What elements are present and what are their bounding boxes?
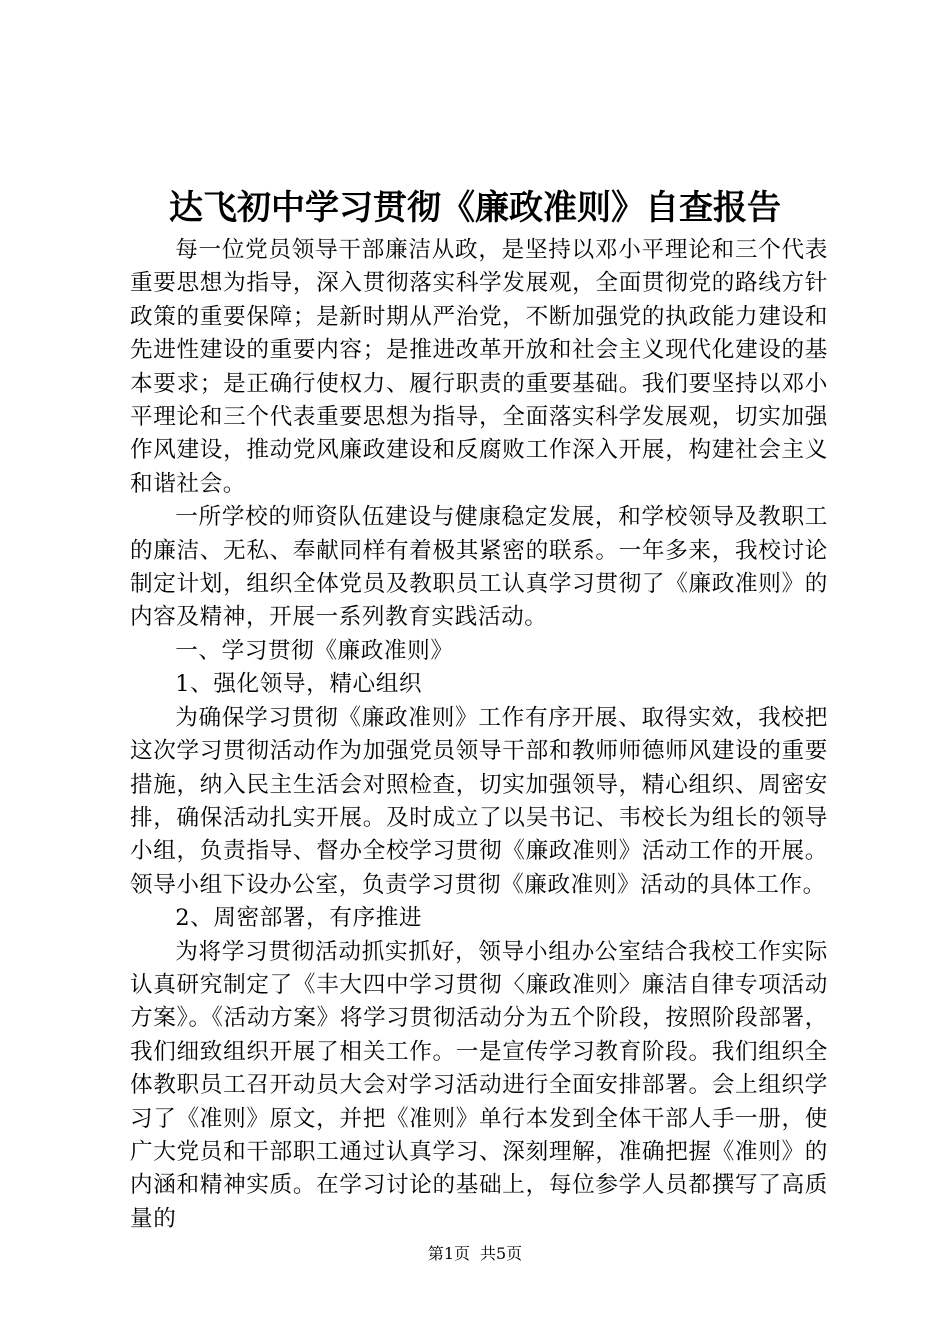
paragraph-deployment: 为将学习贯彻活动抓实抓好，领导小组办公室结合我校工作实际认真研究制定了《丰大四中学习贯彻〈廉政准则〉廉洁自律专项活动方案》。《活动方案》将学习贯彻活动分为五个阶段，按照阶段部署，我们细致组织开展了相关工作。一是宣传学习教育阶段。我们组织全体教职员工召开动员大会对学习活动进行全面安排部署。会上组织学习了《准则》原文，并把《准则》单行本发到全体干部人手一册，使广大党员和干部职工通过认真学习、深刻理解，准确把握《准则》的内涵和精神实质。在学习讨论的基础上，每位参学人员都撰写了高质量的 — [130, 938, 828, 1232]
document-body — [130, 234, 828, 1236]
paragraph-leadership: 为确保学习贯彻《廉政准则》工作有序开展、取得实效，我校把这次学习贯彻活动作为加强党员领导干部和教师师德师风建设的重要措施，纳入民主生活会对照检查，切实加强领导，精心组织、周密安排，确保活动扎实开展。及时成立了以吴书记、韦校长为组长的领导小组，负责指导、督办全校学习贯彻《廉政准则》活动工作的开展。领导小组下设办公室，负责学习贯彻《廉政准则》活动的具体工作。 — [130, 704, 828, 898]
paragraph-school-context: 一所学校的师资队伍建设与健康稳定发展，和学校领导及教职工的廉洁、无私、奉献同样有着极其紧密的联系。一年多来，我校讨论制定计划，组织全体党员及教职员工认真学习贯彻了《廉政准则》的内容及精神，开展一系列教育实践活动。 — [130, 504, 828, 631]
subsection-heading-1: 1、强化领导，精心组织 — [175, 671, 423, 698]
page-footer — [0, 1244, 950, 1264]
page-total: 共5页 — [480, 1244, 523, 1263]
document-title: 达飞初中学习贯彻《廉政准则》自查报告 — [169, 188, 781, 228]
page-number: 第1页 — [427, 1244, 470, 1263]
paragraph-intro: 每一位党员领导干部廉洁从政，是坚持以邓小平理论和三个代表重要思想为指导，深入贯彻落实科学发展观，全面贯彻党的路线方针政策的重要保障；是新时期从严治党，不断加强党的执政能力建设和先进性建设的重要内容；是推进改革开放和社会主义现代化建设的基本要求；是正确行使权力、履行职责的重要基础。我们要坚持以邓小平理论和三个代表重要思想为指导，全面落实科学发展观，切实加强作风建设，推动党风廉政建设和反腐败工作深入开展，构建社会主义和谐社会。 — [130, 237, 828, 497]
subsection-heading-2: 2、周密部署，有序推进 — [175, 905, 423, 932]
section-heading-1: 一、学习贯彻《廉政准则》 — [175, 637, 454, 664]
